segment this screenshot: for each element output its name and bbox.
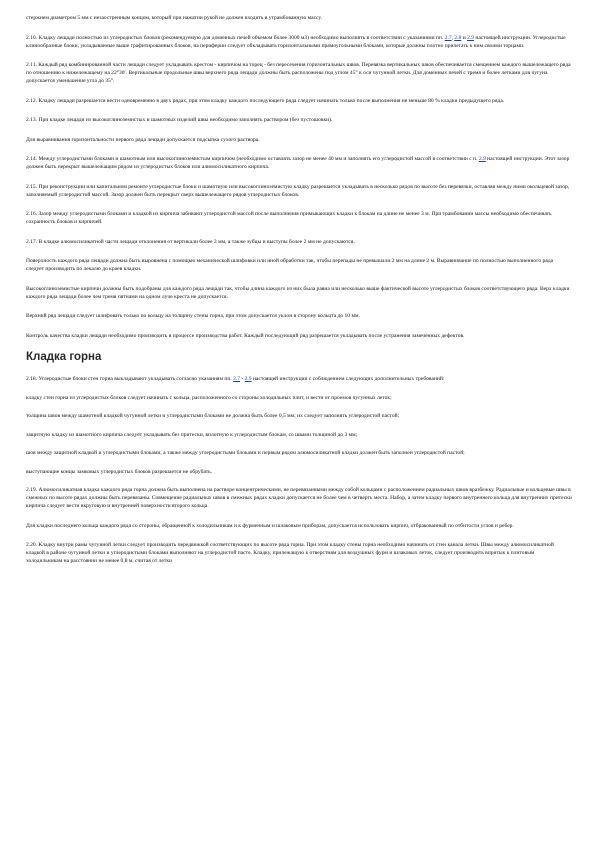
text-run: Для кладки последнего кольца каждого ряда со стороны, обращенной к холодильникам и к фурменным и шлаковым приборам, допускается использовать кирпич, отбракованный по отбитости углов и ребер. [26, 522, 514, 529]
section-reference-link[interactable]: 2.7 [233, 376, 241, 382]
text-run: Поверхность каждого ряда лещади должна быть выровнена с помощью механической шлифовки или иной обработки так, чтобы перепады не превышали 2 мм на длине 2 м. Выравнивание по полностью выполненного ряда следует производить по лекалю до краев кладки. [26, 258, 554, 272]
text-run: 2.13. При кладке лещади из высокоглиноземистых и шамотных изделий швы необходимо заполнять раствором (без пустошовки). [26, 117, 333, 123]
section-reference-link[interactable]: 2.8 [454, 34, 462, 41]
text-run: 2.20. Кладку внутри рамы чугунной летки следует производить передвижкой соответствующих по высоте ряда горна. При этом кладку стены горна необходимо начинать от стен канала летки. Швы между алюмосиликатной кладкой в районе чугунной летки и углеродистыми блоками выполняют на углеродистой пасте. Кладку, прилежащую к отверстиям для воздушных фурм и шлаковых леток, следует производить впритык к плитовым холодильникам на расстоянии не менее 0,8 м, считая от летки [26, 542, 554, 564]
text-run: 2.14. Между углеродистыми блоками и шамотным или высокоглиноземистым кирпичом (необходимо оставлять зазор не менее 40 мм и заполнять его углеродистой массой в соответствии с п. [26, 156, 479, 162]
text-run: , [451, 34, 455, 41]
text-run: настоящей инструкции. Этот зазор должен быть перекрыт вышележащим рядом из углеродистых блоков или алюмосиликатного кирпича. [26, 156, 570, 170]
section-reference-link[interactable]: 2.9 [467, 34, 474, 41]
text-run: кладку стен горна из углеродистых блоков следует начинать с кольца, расположенного со стороны холодильных плит, и вести от проемов чугунных леток; [26, 394, 392, 401]
text-run: 2.17. В кладке алюмосиликатной части лещади отклонения от вертикали более 3 мм, а также зубцы и выступы более 2 мм не допускаются. [26, 238, 355, 245]
text-run: 2.10. Кладку лещади полностью из углеродистых блоков (рекомендуемую для доменных печей объемом более 3000 м3) необходимо выполнять в соответствии с указаниями пп. [26, 34, 445, 41]
paragraph [26, 14, 572, 22]
text-run: и [461, 34, 468, 41]
section-reference-link[interactable]: 2.7 [444, 34, 452, 41]
text-run: 2.19. Алюмосиликатная кладка каждого ряда горна должна быть выполнена на растворе концентрическими, не перевязанными между собой кольцами с расположением радиальных швов вразбежку. Радиальные и кольцевые швы в смежных по высоте рядах должны быть перевязаны. Совмещение радиальных швов в смежных рядах кладки допускается не более чем в четверть места. Набор, а затем кладку первого внутреннего кольца для внутренних притески кирпича следует вести вкруговую и внутренней поверхности второго кольца. [26, 487, 572, 509]
paragraph [26, 522, 572, 530]
paragraph [26, 285, 572, 301]
paragraph [26, 541, 572, 565]
text-run: настоящей инструкции с соблюдением следующих дополнительных требований: [251, 376, 445, 382]
text-run: стержнем диаметром 5 мм с незаостренным концом, который при нажатии рукой не должен входить в утрамбованную массу. [26, 15, 323, 21]
text-run: толщина швов между шамотной кладкой чугунной летки и углеродистыми блоками не должна быть более 0,5 мм; их следует заполнять углеродистой пастой; [26, 413, 400, 419]
paragraph [26, 486, 572, 510]
text-run: 2.16. Зазор между углеродистыми блоками и кладкой из кирпича забивают углеродистой массой после выполнения примыкающих кладки к блокам на длине не менее 3 м. При трамбовании массы необходимо обеспечивать сохранность блоков и кирпичей. [26, 211, 552, 225]
text-run: выступающие концы замковых углеродистых блоков разрешается не обрубать. [26, 468, 213, 475]
paragraph [26, 394, 572, 402]
text-run: 2.18. Углеродистые блоки стен горна выкладывают укладывать согласно указаниям пп. [26, 376, 234, 382]
paragraph [26, 375, 572, 383]
paragraph [26, 183, 572, 199]
paragraph [26, 136, 572, 144]
text-run: защитную кладку из шамотного кирпича следует укладывать без притески, вплотную к углеродистым блокам, со швами толщиной до 3 мм; [26, 431, 358, 438]
text-run: Контроль качества кладки лещади необходимо производить в процессе производства работ. Каждый последующий ряд разрешается укладывать после устранения замеченных дефектов. [26, 332, 465, 339]
document-page [26, 14, 572, 577]
paragraph [26, 238, 572, 246]
paragraph [26, 257, 572, 273]
paragraph [26, 412, 572, 420]
paragraph [26, 116, 572, 124]
text-run: - [240, 376, 245, 382]
paragraph [26, 312, 572, 320]
text-run: шов между защитной кладкой и углеродистыми блоками, а также между углеродистыми блоками и первым рядом алюмосиликатной кладки должен быть заполнен углеродистой пастой; [26, 450, 465, 456]
paragraph [26, 97, 572, 105]
text-run: Высокоглиноземистые кирпичи должны быть подобраны для каждого ряда лещади так, чтобы длина каждого из них была равна или несколько выше фактической высоте углеродистых блоков соответствующего ряда. Верх кладки каждого ряда лещади более чем тремя пятнами на одном луче креста не допускается. [26, 285, 570, 300]
paragraph [26, 61, 572, 85]
text-run: Для выравнивания горизонтальности первого ряда лещади допускается подсыпка сухого раствора. [26, 136, 260, 143]
section-reference-link[interactable]: 2.9 [478, 156, 486, 162]
section-reference-link[interactable]: 2.9 [244, 376, 252, 382]
paragraph [26, 210, 572, 226]
text-run: 2.12. Кладку лещади разрешается вести одновременно в двух рядах, при этом кладку каждого последующего ряда следует начинать только после выполнения не меньше 80 % кладки предыдущего ряда. [26, 97, 505, 104]
text-run: 2.11. Каждый ряд комбинированной части лещади следует укладывать крестом - кирпичом на торец - без пересечения горизонтальных швов. Перевязка вертикальных швов обеспечивается смещением каждого вышележащего ряда по отношению к нижележащему на 22°30′. Вертикальные продольные швы верхнего ряда лещади должны быть расположены под углом 45° к оси чугунной летки. Для доменных печей с тремя и более летками для чугуна допускается уменьшение угла до 35°. [26, 62, 571, 84]
paragraph [26, 332, 572, 340]
text-run: 2.15. При реконструкции или капитальном ремонте углеродистые блоки и шамотную или высокоглиноземистую кладку разрешается укладывать в несколько рядов по высоте без перевязки, оставляя между ними окольцевой зазор, заполняемый углеродистой массой. Зазор должен быть перекрыт сверх вышележащего рядов углеродистых блоков. [26, 183, 570, 198]
paragraph [26, 431, 572, 439]
text-run: Кладка горна [26, 351, 102, 363]
paragraph [26, 34, 572, 50]
text-run: Верхний ряд лещади следует шлифовать только по кольцу на толщину стены горна, при этом допускается уклон в сторону кольцта до 10 мм. [26, 313, 360, 319]
paragraph [26, 468, 572, 476]
text-run: настоящей инструкции. Углеродистые клинообразные блоки, укладываемые выше графитированных блоков, на периферии следует обкладывать горизонтальными прямоугольными блоками, которые должны плотно прилегать к ним своими торцами. [26, 34, 566, 49]
paragraph [26, 449, 572, 457]
paragraph [26, 155, 572, 171]
section-heading [26, 351, 572, 363]
